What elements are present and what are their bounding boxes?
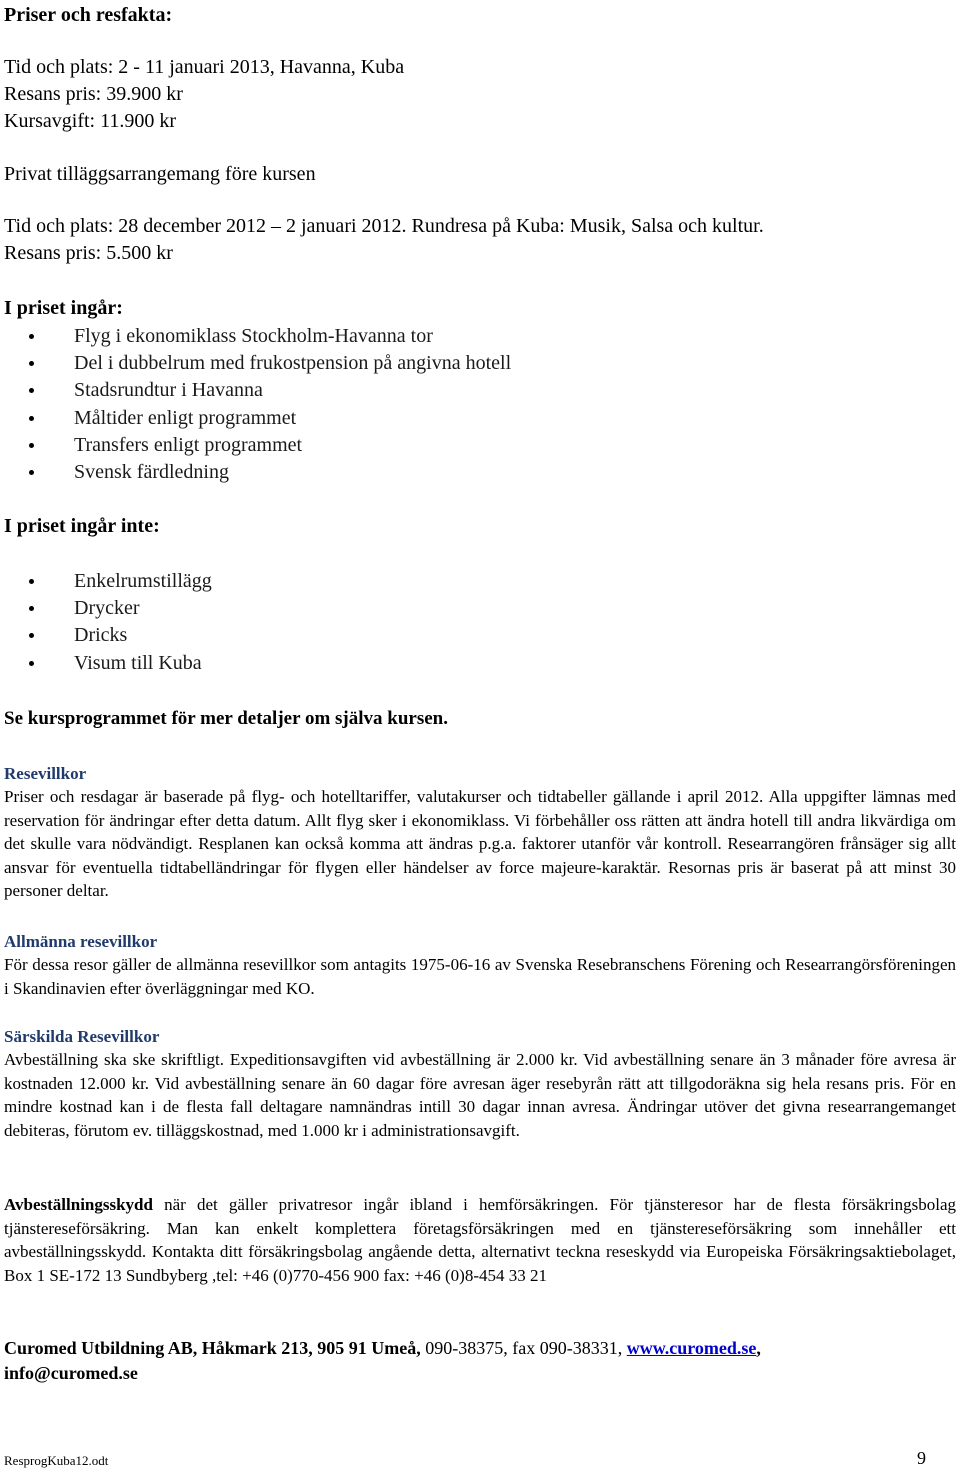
addon-title: Privat tilläggsarrangemang före kursen <box>4 163 316 185</box>
bullet-icon <box>29 661 34 666</box>
contact-email[interactable]: info@curomed.se <box>4 1363 138 1383</box>
page-title: Priser och resfakta: <box>4 4 173 26</box>
contact-paragraph: Curomed Utbildning AB, Håkmark 213, 905 91 Umeå, 090-38375, fax 090-38331, www.curomed.se, info@curomed.se <box>4 1338 761 1383</box>
allmanna-title: Allmänna resevillkor <box>4 932 158 951</box>
sarskilda-text: Avbeställning ska ske skriftligt. Expeditionsavgiften vid avbeställning är 2.000 kr. Vid avbeställning senare än 3 månader före avresa är kostnaden 12.000 kr. Vid avbeställning senare än 60 dagar före avresan äger resebyrån rätt att tillgodoräkna sig hela resans pris. För en mindre kostnad kan i de flesta fall deltagare namnändras intill 30 dagar innan avresa. Ändringar utöver det givna researrangemanget debiteras, förutom ev. tilläggskostnad, med 1.000 kr i administrationsavgift. <box>4 1050 956 1140</box>
allmanna-section <box>4 930 956 1000</box>
addon-block <box>4 161 956 267</box>
resevillkor-section <box>4 762 956 903</box>
avbestallningsskydd-paragraph <box>4 1193 956 1287</box>
see-program-note: Se kursprogrammet för mer detaljer om själva kursen. <box>4 708 448 729</box>
sarskilda-title: Särskilda Resevillkor <box>4 1027 160 1046</box>
bullet-icon <box>29 470 34 475</box>
list-item: Dricks <box>4 622 956 649</box>
facts-price: Resans pris: 39.900 kr <box>4 83 183 105</box>
website-link[interactable]: www.curomed.se <box>626 1338 757 1358</box>
bullet-icon <box>29 633 34 638</box>
header-title-wrap <box>4 3 172 27</box>
bullet-icon <box>29 416 34 421</box>
footer-filename: ResprogKuba12.odt <box>4 1453 109 1468</box>
resevillkor-text: Priser och resdagar är baserade på flyg- och hotelltariffer, valutakurser och tidtabeller gällande i april 2012. Alla uppgifter lämnas med reservation för ändringar efter detta datum. Allt flyg sker i ekonomiklass. Vi förbehåller oss rätten att ändra hotell till andra likvärdiga om det skulle vara nödvändigt. Resplanen kan också komma att ändras p.g.a. faktorer utanför vår kontroll. Researrangören frånsäger sig allt ansvar för eventuella tidtabelländringar för flygen eller händelser av force majeure-karaktär. Resornas pris är baserat på att minst 30 personer deltar. <box>4 787 956 901</box>
avbestallningsskydd-section <box>4 1193 956 1287</box>
resevillkor-title: Resevillkor <box>4 764 87 783</box>
contact-section <box>4 1336 956 1386</box>
facts-course-fee: Kursavgift: 11.900 kr <box>4 110 177 132</box>
bullet-icon <box>29 334 34 339</box>
bullet-icon <box>29 361 34 366</box>
addon-price: Resans pris: 5.500 kr <box>4 242 173 264</box>
list-item: Drycker <box>4 595 956 622</box>
sarskilda-section <box>4 1025 956 1142</box>
addon-dates: Tid och plats: 28 december 2012 – 2 januari 2012. Rundresa på Kuba: Musik, Salsa och kultur. <box>4 215 764 237</box>
facts-block <box>4 54 956 135</box>
contact-company: Curomed Utbildning AB, Håkmark 213, 905 91 Umeå, <box>4 1338 421 1358</box>
included-section <box>4 295 956 486</box>
bullet-icon <box>29 388 34 393</box>
avbestallningsskydd-text: när det gäller privatresor ingår ibland i hemförsäkringen. För tjänsteresor har de flesta försäkringsbolag tjänstereseförsäkring. Man kan enkelt komplettera företagsförsäkringen med en tjänstereseförsäkring som innehåller ett avbeställningsskydd. Kontakta ditt försäkringsbolag angående detta, alternativt teckna reseskydd via Europeiska Försäkringsaktiebolaget, Box 1 SE-172 13 Sundbyberg ,tel: +46 (0)770-456 900 fax: +46 (0)8-454 33 21 <box>4 1195 956 1285</box>
list-item: Svensk färdledning <box>4 459 956 486</box>
contact-phones: 090-38375, fax 090-38331, <box>420 1338 627 1358</box>
list-item: Flyg i ekonomiklass Stockholm-Havanna tor <box>4 323 956 350</box>
bullet-icon <box>29 606 34 611</box>
not-included-section <box>4 513 956 677</box>
facts-dates: Tid och plats: 2 - 11 januari 2013, Havanna, Kuba <box>4 56 405 78</box>
bullet-icon <box>29 579 34 584</box>
included-list <box>4 323 956 486</box>
not-included-list <box>4 568 956 677</box>
footer-page-number: 9 <box>917 1448 926 1468</box>
list-item: Enkelrumstillägg <box>4 568 956 595</box>
allmanna-text: För dessa resor gäller de allmänna resevillkor som antagits 1975-06-16 av Svenska Resebranschens Förening och Researrangörsföreningen i Skandinavien efter överläggningar med KO. <box>4 955 956 998</box>
list-item: Måltider enligt programmet <box>4 405 956 432</box>
list-item: Stadsrundtur i Havanna <box>4 377 956 404</box>
list-item: Del i dubbelrum med frukostpension på angivna hotell <box>4 350 956 377</box>
see-program-wrap <box>4 705 956 732</box>
avbestallningsskydd-term: Avbeställningsskydd <box>4 1195 153 1214</box>
list-item: Visum till Kuba <box>4 650 956 677</box>
included-title: I priset ingår: <box>4 297 123 319</box>
bullet-icon <box>29 443 34 448</box>
not-included-title: I priset ingår inte: <box>4 515 160 537</box>
list-item: Transfers enligt programmet <box>4 432 956 459</box>
